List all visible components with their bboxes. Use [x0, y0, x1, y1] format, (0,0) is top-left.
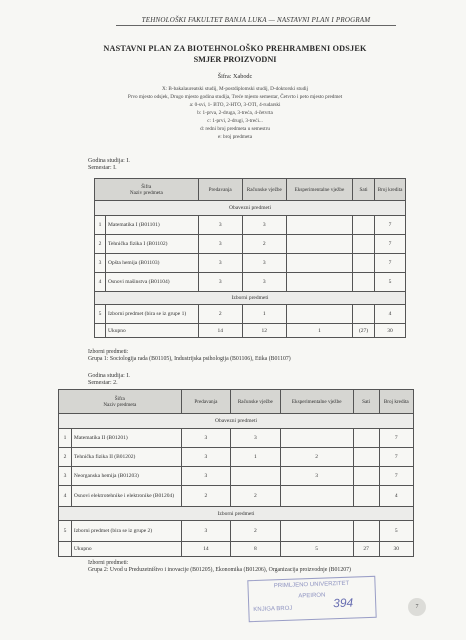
row-number: 2: [95, 235, 106, 254]
credits-value: 5: [375, 273, 406, 292]
subject-name: Tehnička fizika I (B01102): [106, 235, 199, 254]
table-row: [95, 216, 406, 235]
year-label: Godina studija: I.: [88, 158, 130, 164]
credits-value: 7: [375, 235, 406, 254]
lectures-value: 3: [181, 467, 230, 486]
legend-line: Prvo mjesto odsjek, Drugo mjesto godina studija, Treće mjesto semestar, Četvrto i peto mjesto predmet: [127, 94, 343, 100]
header-lectures: Predavanja: [181, 390, 230, 414]
semester-2-info: [88, 373, 130, 387]
electives-group-2: [88, 560, 388, 574]
section-elective: Izborni predmeti: [95, 292, 406, 305]
exp-value: [286, 305, 352, 324]
header-credits: Broj kredita: [379, 390, 413, 414]
total-hours: 27: [353, 542, 379, 557]
subject-name: Izborni predmet (bira se iz grupe 2): [71, 521, 181, 542]
header-exp-exercises: Eksperimentalne vježbe: [280, 390, 353, 414]
calc-value: 3: [242, 273, 286, 292]
lectures-value: 3: [198, 254, 242, 273]
exp-value: [286, 273, 352, 292]
semester-label: Semestar: I.: [88, 165, 117, 171]
credits-value: 7: [379, 429, 413, 448]
subject-name: Opšta hemija (B01103): [106, 254, 199, 273]
row-number: 5: [95, 305, 106, 324]
legend-line: d: redni broj predmeta u semestru: [200, 126, 270, 132]
header-naziv: Naziv predmeta: [129, 189, 163, 196]
semester-1-table: [94, 178, 406, 338]
header-hours: Sati: [353, 390, 379, 414]
semester-label: Semestar: 2.: [88, 380, 118, 386]
calc-value: 3: [242, 254, 286, 273]
exp-value: [280, 429, 353, 448]
credits-value: 7: [379, 448, 413, 467]
calc-value: 1: [231, 448, 280, 467]
hours-value: [353, 273, 375, 292]
document-subtitle: SMJER PROIZVODNI: [193, 55, 277, 64]
legend-line: c: 1-prvi, 2-drugi, 3-treći...: [207, 118, 263, 124]
table-header-row: [95, 179, 406, 201]
credits-value: 7: [375, 254, 406, 273]
total-label: Ukupno: [71, 542, 181, 557]
legend-line: a: 0-svi, 1- BTO, 2-HTO, 3-OTI, 4-rudarski: [189, 102, 281, 108]
total-credits: 30: [375, 324, 406, 338]
header-subject: [95, 179, 199, 201]
total-calc: 8: [231, 542, 280, 557]
year-label: Godina studija: I.: [88, 373, 130, 379]
electives-text: Grupa 1: Sociologija rada (B01105), Industrijska psihologija (B01106), Etika (B01107): [88, 356, 291, 362]
exp-value: [286, 254, 352, 273]
header-hours: Sati: [353, 179, 375, 201]
subject-name: Neorganska hemija (B01203): [71, 467, 181, 486]
subject-name: Tehnička fizika II (B01202): [71, 448, 181, 467]
total-row: [95, 324, 406, 338]
calc-value: [231, 467, 280, 486]
credits-value: 7: [379, 467, 413, 486]
lectures-value: 3: [181, 429, 230, 448]
header-lectures: Predavanja: [198, 179, 242, 201]
row-number: 3: [59, 467, 72, 486]
stamp-number: 394: [332, 595, 354, 611]
calc-value: 2: [242, 235, 286, 254]
lectures-value: 3: [198, 216, 242, 235]
total-credits: 30: [379, 542, 413, 557]
electives-text: Grupa 2: Uvod u Preduzetništvo i inovacije (B01205), Ekonomika (B01206), Organizacija proizvodnje (B01207): [88, 567, 351, 573]
total-exp: 1: [286, 324, 352, 338]
subject-name: Izborni predmet (bira se iz grupe 1): [106, 305, 199, 324]
hours-value: [353, 486, 379, 507]
header-sifra: Šifra: [114, 395, 125, 402]
electives-group-1: [88, 349, 418, 363]
table-row: [59, 521, 414, 542]
header-credits: Broj kredita: [375, 179, 406, 201]
table-row: [95, 235, 406, 254]
row-number: 4: [95, 273, 106, 292]
electives-title: Izborni predmeti:: [88, 560, 129, 566]
legend-line: X: B-bakalaureatski studij, M-postdiplomski studij, D-doktorski studij: [161, 86, 309, 92]
lectures-value: 2: [198, 305, 242, 324]
stamp-line-2: APEIRON: [298, 592, 326, 600]
total-calc: 12: [242, 324, 286, 338]
page-header: TEHNOLOŠKI FAKULTET BANJA LUKA — NASTAVNI PLAN I PROGRAM: [116, 16, 396, 26]
calc-value: 1: [242, 305, 286, 324]
total-lectures: 14: [198, 324, 242, 338]
section-elective: Izborni predmeti: [59, 507, 414, 521]
row-number: 5: [59, 521, 72, 542]
page-number: 7: [408, 598, 426, 616]
calc-value: 2: [231, 521, 280, 542]
row-number: 1: [95, 216, 106, 235]
header-exp-exercises: Eksperimentalne vježbe: [286, 179, 352, 201]
row-number: 3: [95, 254, 106, 273]
hours-value: [353, 216, 375, 235]
hours-value: [353, 429, 379, 448]
hours-value: [353, 305, 375, 324]
lectures-value: 3: [181, 448, 230, 467]
code-legend: [70, 85, 400, 141]
subject-name: Osnovi mašinstva (B01104): [106, 273, 199, 292]
exp-value: [280, 521, 353, 542]
section-mandatory: Obavezni predmeti: [59, 414, 414, 429]
header-subject: [59, 390, 182, 414]
subject-name: Osnovi elektrotehnike i elektronike (B01204): [71, 486, 181, 507]
calc-value: 3: [242, 216, 286, 235]
electives-title: Izborni predmeti:: [88, 349, 129, 355]
table-row: [59, 429, 414, 448]
total-row: [59, 542, 414, 557]
stamp-line-3: KNJIGA BROJ: [253, 605, 293, 614]
exp-value: [280, 486, 353, 507]
code-format: Šifra: Xabodc: [217, 73, 253, 80]
hours-value: [353, 448, 379, 467]
subject-name: Matematika II (B01201): [71, 429, 181, 448]
header-naziv: Naziv predmeta: [103, 401, 137, 408]
exp-value: 2: [280, 448, 353, 467]
subject-name: Matematika I (B01101): [106, 216, 199, 235]
credits-value: 5: [379, 521, 413, 542]
table-row: [95, 273, 406, 292]
header-calc-exercises: Računske vježbe: [231, 390, 280, 414]
exp-value: 3: [280, 467, 353, 486]
header-sifra: Šifra: [141, 183, 152, 190]
hours-value: [353, 235, 375, 254]
legend-line: e: broj predmeta: [218, 134, 252, 140]
section-mandatory: Obavezni predmeti: [95, 201, 406, 216]
lectures-value: 3: [181, 521, 230, 542]
document-title: NASTAVNI PLAN ZA BIOTEHNOLOŠKO PREHRAMBENI ODSJEK: [103, 44, 367, 53]
exp-value: [286, 235, 352, 254]
table-row: [59, 448, 414, 467]
table-row: [95, 254, 406, 273]
credits-value: 4: [375, 305, 406, 324]
total-lectures: 14: [181, 542, 230, 557]
calc-value: 2: [231, 486, 280, 507]
table-header-row: [59, 390, 414, 414]
lectures-value: 2: [181, 486, 230, 507]
hours-value: [353, 254, 375, 273]
total-exp: 5: [280, 542, 353, 557]
semester-1-info: [88, 158, 130, 172]
table-row: [59, 486, 414, 507]
table-row: [59, 467, 414, 486]
registry-stamp: [247, 576, 376, 622]
credits-value: 4: [379, 486, 413, 507]
table-row: [95, 305, 406, 324]
row-number: 1: [59, 429, 72, 448]
hours-value: [353, 467, 379, 486]
lectures-value: 3: [198, 235, 242, 254]
hours-value: [353, 521, 379, 542]
legend-line: b: 1-prva, 2-druga, 3-treća, 4-četvrta: [197, 110, 273, 116]
row-number: 2: [59, 448, 72, 467]
header-calc-exercises: Računske vježbe: [242, 179, 286, 201]
credits-value: 7: [375, 216, 406, 235]
exp-value: [286, 216, 352, 235]
total-hours: (27): [353, 324, 375, 338]
total-label: Ukupno: [106, 324, 199, 338]
calc-value: 3: [231, 429, 280, 448]
stamp-line-1: PRIMLJENO UNIVERZITET: [273, 580, 350, 590]
row-number: 4: [59, 486, 72, 507]
lectures-value: 3: [198, 273, 242, 292]
semester-2-table: [58, 389, 414, 557]
